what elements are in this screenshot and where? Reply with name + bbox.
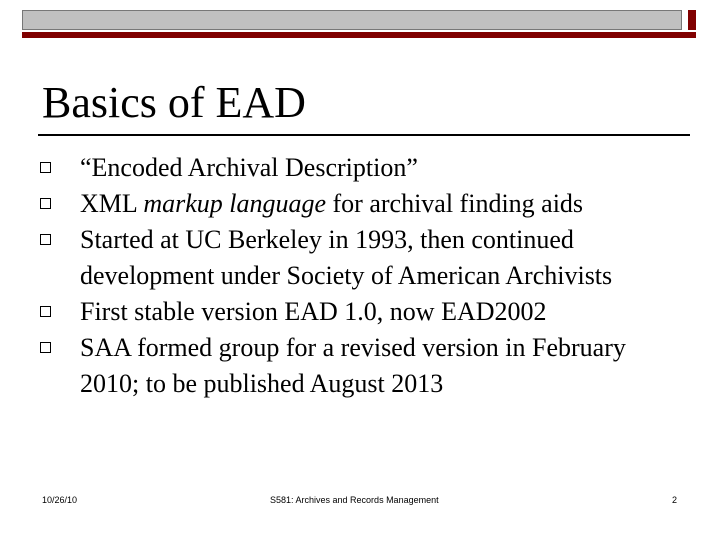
bullet-text: Started at UC Berkeley in 1993, then continued development under Society of American Archivists <box>80 225 613 290</box>
footer-date: 10/26/10 <box>42 495 78 505</box>
bullet-text: First stable version EAD 1.0, now EAD2002 <box>80 297 547 326</box>
title-divider <box>38 134 690 136</box>
bullet-text-pre: XML <box>80 189 144 218</box>
bullet-item <box>40 294 680 330</box>
square-bullet-icon <box>40 162 51 173</box>
bullet-text-emphasis: markup language <box>143 189 327 218</box>
square-bullet-icon <box>40 234 51 245</box>
bullet-item <box>40 330 680 402</box>
bullet-text: “Encoded Archival Description” <box>80 153 418 182</box>
bullet-text-post: for archival finding aids <box>326 189 584 218</box>
slide-title: Basics of EAD <box>42 78 306 127</box>
square-bullet-icon <box>40 306 51 317</box>
bullet-item <box>40 186 680 222</box>
header-maroon-line <box>22 32 696 38</box>
square-bullet-icon <box>40 342 51 353</box>
bullet-text: SAA formed group for a revised version in February 2010; to be published August 2013 <box>80 333 626 398</box>
bullet-item <box>40 150 680 186</box>
bullet-item <box>40 222 680 294</box>
bullet-list <box>40 150 680 402</box>
header-gray-bar <box>22 10 682 30</box>
square-bullet-icon <box>40 198 51 209</box>
header-decoration <box>22 10 696 38</box>
footer-course: S581: Archives and Records Management <box>270 495 439 505</box>
header-maroon-square <box>688 10 696 30</box>
footer-page-number: 2 <box>672 495 678 505</box>
